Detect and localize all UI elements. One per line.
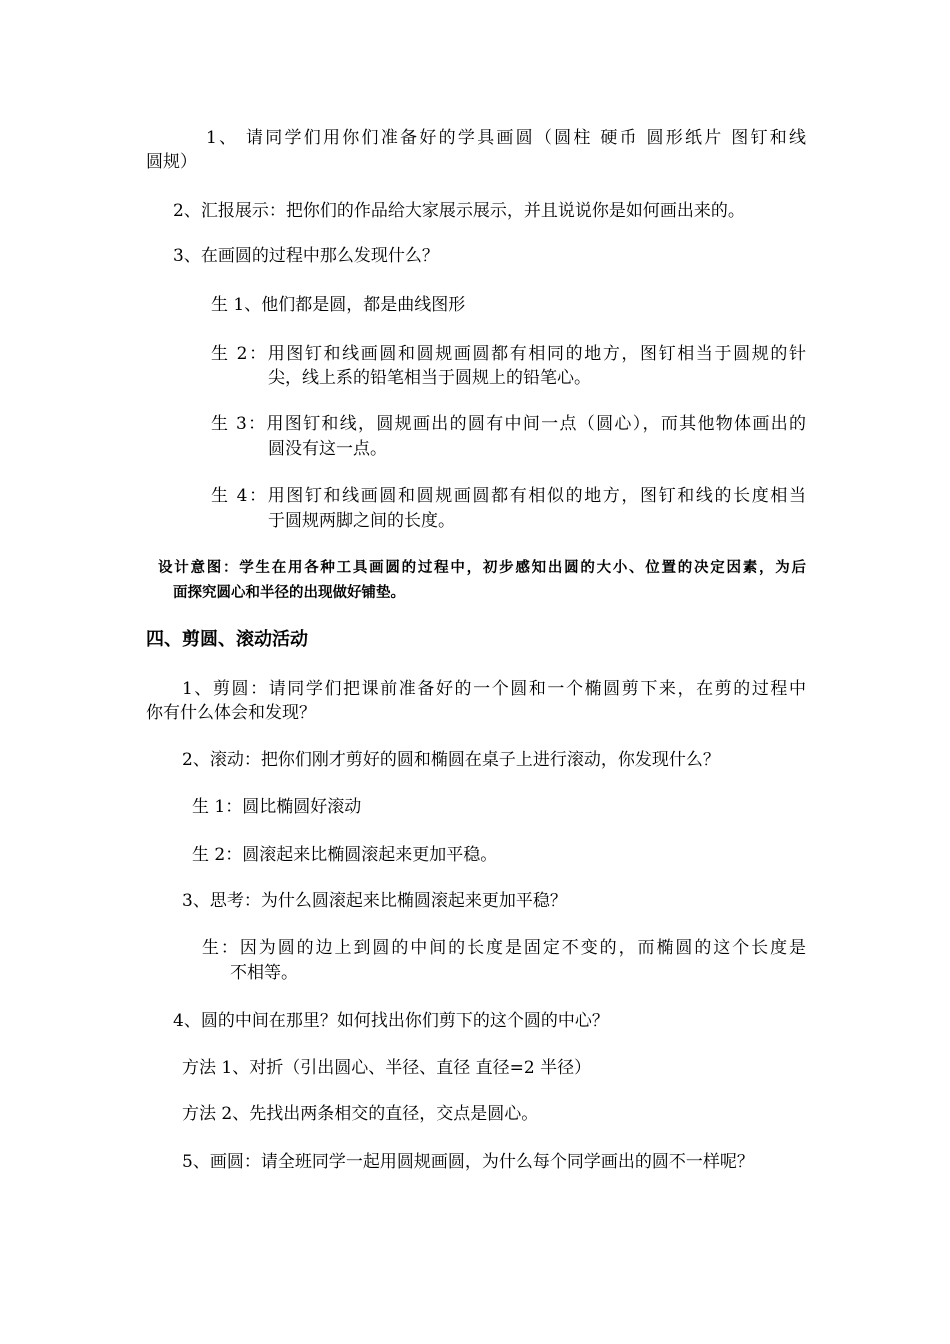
activity-1-line-1: 1、剪圆：请同学们把课前准备好的一个圆和一个椭圆剪下来，在剪的过程中 (182, 679, 806, 699)
student-3-answer-line-1: 生 3：用图钉和线，圆规画出的圆有中间一点（圆心），而其他物体画出的 (211, 414, 806, 434)
activity-3: 3、思考：为什么圆滚起来比椭圆滚起来更加平稳？ (182, 891, 567, 911)
activity-2: 2、滚动：把你们刚才剪好的圆和椭圆在桌子上进行滚动，你发现什么？ (182, 750, 720, 770)
method-1: 方法 1、对折（引出圆心、半径、直径 直径=2 半径） (182, 1058, 592, 1078)
section-heading: 四、剪圆、滚动活动 (146, 629, 308, 650)
item-1-line-1: 1、 请同学们用你们准备好的学具画圆（圆柱 硬币 圆形纸片 图钉和线 (206, 128, 806, 148)
activity-3-answer-line-1: 生：因为圆的边上到圆的中间的长度是固定不变的，而椭圆的这个长度是 (202, 938, 806, 958)
student-4-answer-line-1: 生 4：用图钉和线画圆和圆规画圆都有相似的地方，图钉和线的长度相当 (211, 486, 806, 506)
student-1-answer: 生 1、他们都是圆，都是曲线图形 (211, 295, 466, 315)
student-3-answer-line-2: 圆没有这一点。 (268, 439, 387, 459)
activity-3-answer-line-2: 不相等。 (230, 963, 298, 983)
student-4-answer-line-2: 于圆规两脚之间的长度。 (268, 511, 455, 531)
student-2-answer-line-1: 生 2：用图钉和线画圆和圆规画圆都有相同的地方，图钉相当于圆规的针 (211, 344, 806, 364)
student-2-answer-line-2: 尖，线上系的铅笔相当于圆规上的铅笔心。 (268, 368, 591, 388)
item-2: 2、汇报展示：把你们的作品给大家展示展示，并且说说你是如何画出来的。 (173, 201, 745, 221)
activity-4: 4、圆的中间在那里？如何找出你们剪下的这个圆的中心？ (173, 1011, 609, 1031)
item-1-line-2: 圆规） (146, 152, 197, 172)
activity-5: 5、画圆：请全班同学一起用圆规画圆，为什么每个同学画出的圆不一样呢？ (182, 1152, 754, 1172)
design-intent-line-2: 面探究圆心和半径的出现做好铺垫。 (173, 585, 405, 601)
activity-2-student-1: 生 1：圆比椭圆好滚动 (192, 797, 362, 817)
method-2: 方法 2、先找出两条相交的直径，交点是圆心。 (182, 1104, 539, 1124)
design-intent-line-1: 设计意图：学生在用各种工具画圆的过程中，初步感知出圆的大小、位置的决定因素，为后 (158, 560, 806, 576)
activity-2-student-2: 生 2：圆滚起来比椭圆滚起来更加平稳。 (192, 845, 498, 865)
item-3: 3、在画圆的过程中那么发现什么？ (173, 246, 439, 266)
activity-1-line-2: 你有什么体会和发现？ (146, 703, 316, 723)
